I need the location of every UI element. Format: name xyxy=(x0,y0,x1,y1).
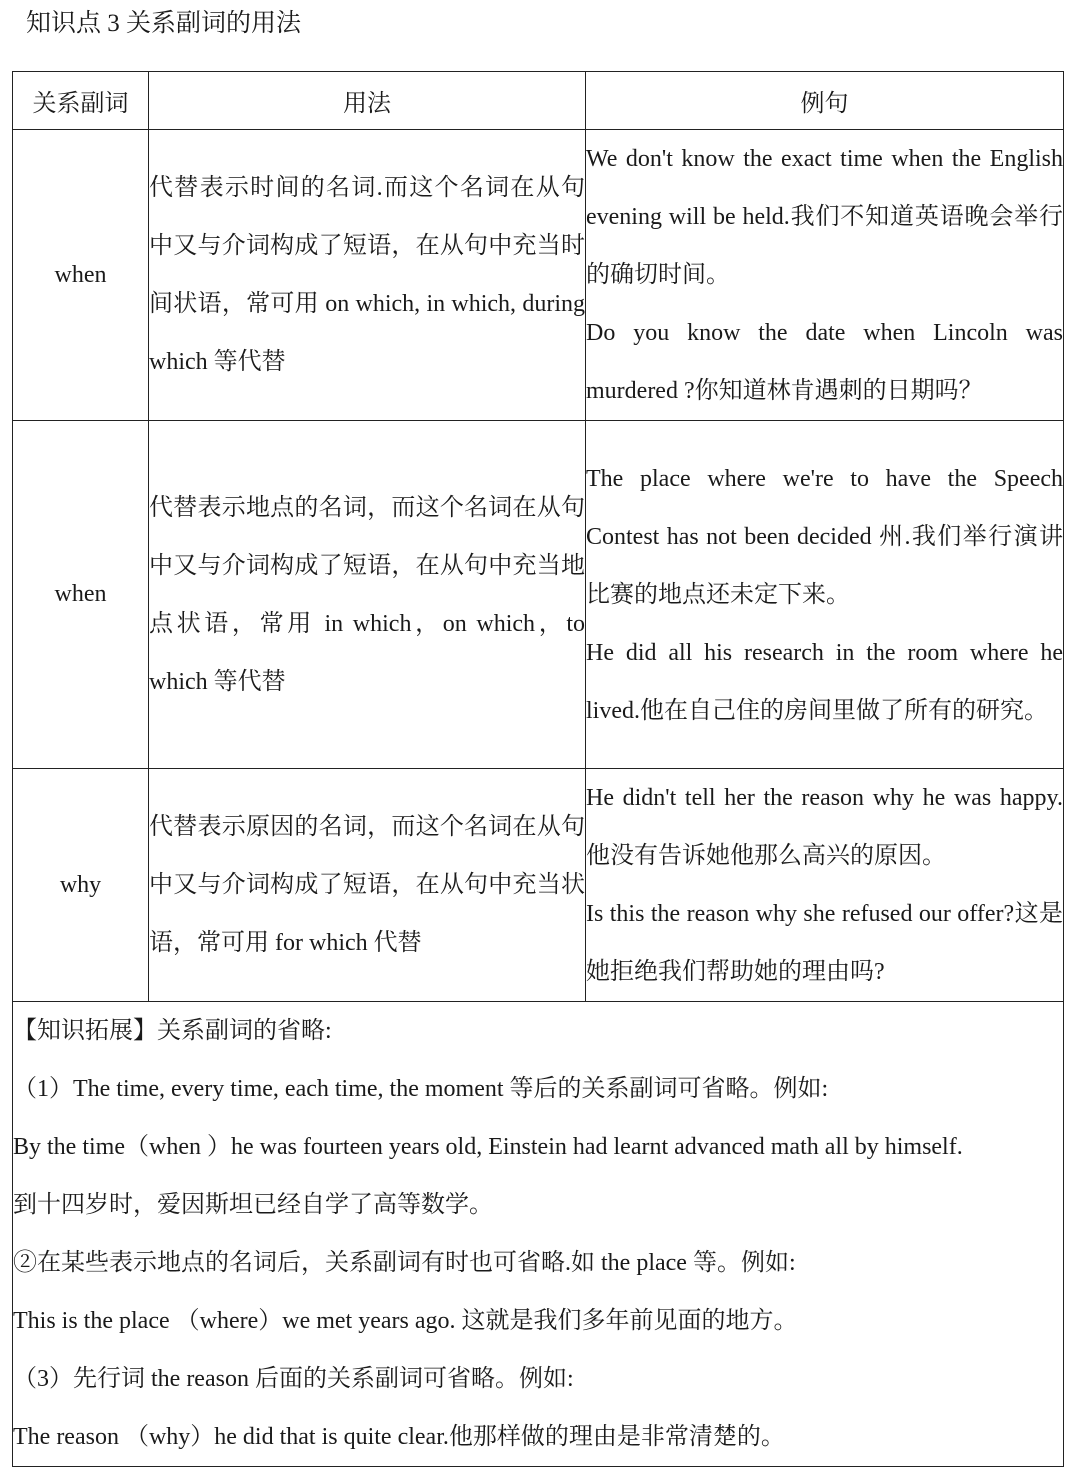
extension-line: By the time（when ）he was fourteen years old, Einstein had learnt advanced math all by himself. xyxy=(13,1134,963,1160)
usage-text: 代替表示原因的名词，而这个名词在从句中又与介词构成了短语，在从句中充当状语，常可用 for which 代替 xyxy=(149,814,585,956)
example-cell xyxy=(586,421,1064,769)
table-row xyxy=(13,130,1064,421)
adverb-cell: when xyxy=(13,421,149,769)
header-adverb: 关系副词 xyxy=(13,72,149,130)
example-cell xyxy=(586,130,1064,421)
usage-text: 代替表示地点的名词，而这个名词在从句中又与介词构成了短语，在从句中充当地点状语，常用 in which，on which，to which 等代替 xyxy=(149,494,585,695)
extension-line: This is the place （where）we met years ago. 这就是我们多年前见面的地方。 xyxy=(13,1308,798,1334)
usage-cell xyxy=(149,421,586,769)
usage-cell xyxy=(149,130,586,421)
example-sentence: The place where we're to have the Speech Contest has not been decided 州.我们举行演讲比赛的地点还未定下来。 xyxy=(586,465,1063,608)
usage-text: 代替表示时间的名词.而这个名词在从句中又与介词构成了短语，在从句中充当时间状语，常可用 on which, in which, during which 等代替 xyxy=(149,175,585,375)
extension-line: The reason （why）he did that is quite clear.他那样做的理由是非常清楚的。 xyxy=(13,1424,785,1450)
table-row xyxy=(13,421,1064,769)
extension-heading: 【知识拓展】关系副词的省略: xyxy=(13,1018,332,1044)
example-sentence: We don't know the exact time when the English evening will be held.我们不知道英语晚会举行的确切时间。 xyxy=(586,146,1063,288)
example-sentence: Is this the reason why she refused our offer?这是她拒绝我们帮助她的理由吗? xyxy=(586,901,1063,985)
adverb-cell: why xyxy=(13,769,149,1002)
header-examples: 例句 xyxy=(586,72,1064,130)
example-sentence: He did all his research in the room where he lived.他在自己住的房间里做了所有的研究。 xyxy=(586,639,1063,724)
extension-row xyxy=(13,1002,1064,1467)
extension-line: 到十四岁时，爱因斯坦已经自学了高等数学。 xyxy=(13,1192,493,1218)
extension-line: ②在某些表示地点的名词后，关系副词有时也可省略.如 the place 等。例如: xyxy=(13,1250,796,1276)
example-sentence: Do you know the date when Lincoln was murdered ?你知道林肯遇刺的日期吗？ xyxy=(586,320,1063,404)
relative-adverb-table xyxy=(12,71,1064,1467)
example-sentence: He didn't tell her the reason why he was happy.他没有告诉她他那么高兴的原因。 xyxy=(586,785,1063,869)
table-row xyxy=(13,769,1064,1002)
adverb-cell: when xyxy=(13,130,149,421)
extension-line: （3）先行词 the reason 后面的关系副词可省略。例如: xyxy=(13,1366,574,1392)
extension-cell xyxy=(13,1002,1064,1467)
usage-cell xyxy=(149,769,586,1002)
extension-line: （1）The time, every time, each time, the moment 等后的关系副词可省略。例如: xyxy=(13,1076,829,1102)
example-cell xyxy=(586,769,1064,1002)
table-header-row xyxy=(13,72,1064,130)
page-title: 知识点 3 关系副词的用法 xyxy=(26,10,302,37)
header-usage: 用法 xyxy=(149,72,586,130)
